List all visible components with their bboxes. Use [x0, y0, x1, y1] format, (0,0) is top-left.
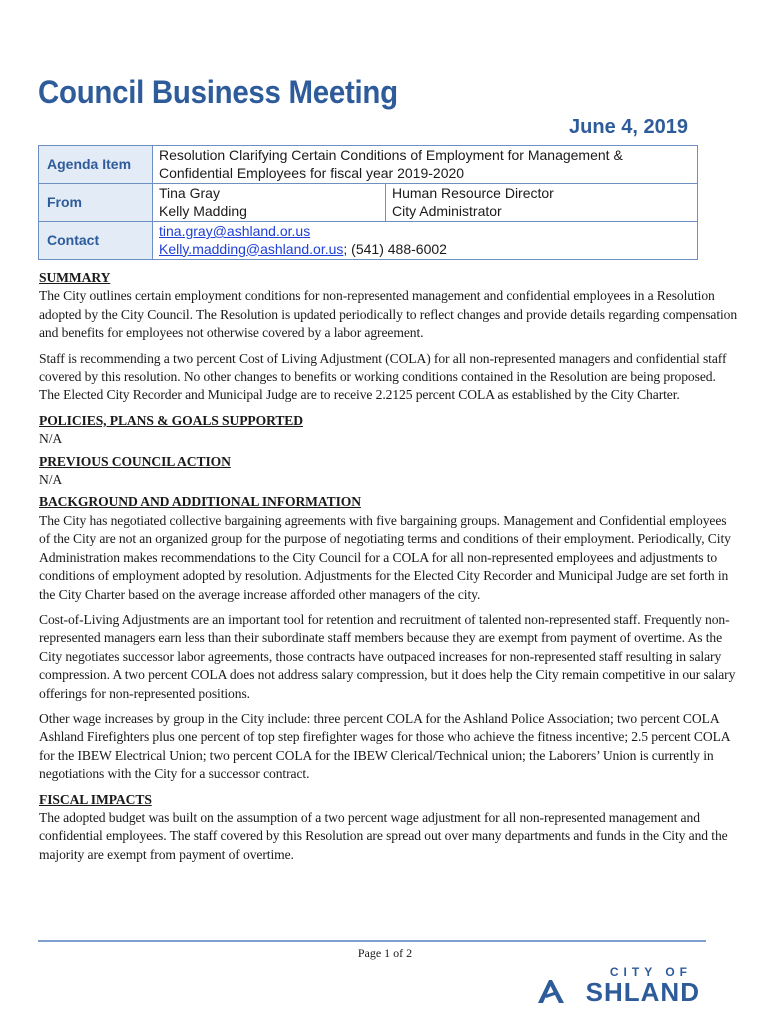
agenda-row	[39, 146, 698, 184]
city-of-ashland-logo	[535, 965, 700, 1007]
from-name-2: Kelly Madding	[159, 202, 247, 219]
contact-value	[153, 222, 698, 260]
policies-heading: POLICIES, PLANS & GOALS SUPPORTED	[39, 412, 303, 428]
contact-label: Contact	[39, 222, 153, 260]
from-titles	[386, 184, 698, 222]
background-paragraph-1: The City has negotiated collective bargaining agreements with five bargaining groups. Management and Confidential employees of the City are not an organized group for the purpose of negotiating terms and conditions of their employment. Periodically, City Administration makes recommendations to the City Council for a COLA for all non-represented employees and adjustments to conditions of employment adopted by resolution. Adjustments for the Elected City Recorder and Municipal Judge are set forth in the City Charter based on the average increase afforded other managers of the city.	[39, 512, 731, 602]
from-title-2: City Administrator	[392, 202, 502, 219]
agenda-item-line2: Confidential Employees for fiscal year 2019-2020	[159, 164, 465, 181]
agenda-item-value	[153, 146, 698, 184]
fiscal-impacts-heading: FISCAL IMPACTS	[39, 791, 152, 807]
previous-action-text: N/A	[39, 472, 63, 488]
from-name-1: Tina Gray	[159, 185, 220, 201]
background-heading: BACKGROUND AND ADDITIONAL INFORMATION	[39, 494, 361, 510]
page-number: Page 1 of 2	[357, 946, 413, 960]
summary-paragraph-1: The City outlines certain employment conditions for non-represented management and confidential employees in a Resolution adopted by the City Council. The Resolution is updated periodically to reflect changes and provide details regarding compensation and benefits for employees not otherwise covered by a labor agreement.	[39, 288, 738, 341]
summary-heading: SUMMARY	[39, 270, 111, 285]
background-paragraph-2: Cost-of-Living Adjustments are an important tool for retention and recruitment of talented non-represented staff. Frequently non-represented managers earn less than their subordinate staff members because they are exempt from payment of overtime. As the City negotiates successor labor agreements, those contracts have outpaced increases for non-represented staff resulting in salary compression. A two percent COLA does not address salary compression, but it does help the City remain competitive in our salary offerings for non-represented positions.	[39, 611, 736, 701]
mountain-a-icon	[537, 978, 565, 1004]
footer-divider	[38, 940, 706, 942]
agenda-item-label: Agenda Item	[39, 146, 153, 184]
previous-action-heading: PREVIOUS COUNCIL ACTION	[39, 453, 231, 469]
agenda-info-table	[38, 145, 698, 260]
from-title-1: Human Resource Director	[392, 185, 554, 201]
contact-email-2-link[interactable]: Kelly.madding@ashland.or.us	[159, 240, 344, 257]
agenda-item-line1: Resolution Clarifying Certain Conditions of Employment for Management &	[159, 147, 623, 163]
contact-phone: ; (541) 488-6002	[343, 240, 447, 257]
from-row	[39, 184, 698, 222]
fiscal-impacts-paragraph: The adopted budget was built on the assumption of a two percent wage adjustment for all non-represented management and confidential employees. The staff covered by this Resolution are spread out over many departments and funds in the City and the majority are exempt from payment of overtime.	[39, 809, 728, 862]
logo-ashland-text: SHLAND	[585, 977, 700, 1007]
from-names	[153, 184, 386, 222]
meeting-date: June 4, 2019	[569, 116, 688, 138]
page-title: Council Business Meeting	[38, 74, 398, 110]
document-body	[39, 268, 739, 871]
contact-row	[39, 222, 698, 260]
policies-text: N/A	[39, 431, 63, 447]
logo-city-of-text: CITY OF	[609, 965, 692, 979]
summary-paragraph-2: Staff is recommending a two percent Cost of Living Adjustment (COLA) for all non-represented managers and confidential staff covered by this resolution. No other changes to benefits or working conditions contained in the Resolution are being proposed. The Elected City Recorder and Municipal Judge are to receive 2.2125 percent COLA as established by the City Charter.	[39, 350, 727, 403]
contact-email-1-link[interactable]: tina.gray@ashland.or.us	[159, 223, 311, 239]
background-paragraph-3: Other wage increases by group in the City include: three percent COLA for the Ashland Police Association; two percent COLA Ashland Firefighters plus one percent of top step firefighter wages for those who achieve the fitness incentive; 2.5 percent COLA for the IBEW Electrical Union; two percent COLA for the IBEW Clerical/Technical union; the Laborers’ Union is currently in negotiations with the City for a successor contract.	[39, 710, 730, 782]
from-label: From	[39, 184, 153, 222]
